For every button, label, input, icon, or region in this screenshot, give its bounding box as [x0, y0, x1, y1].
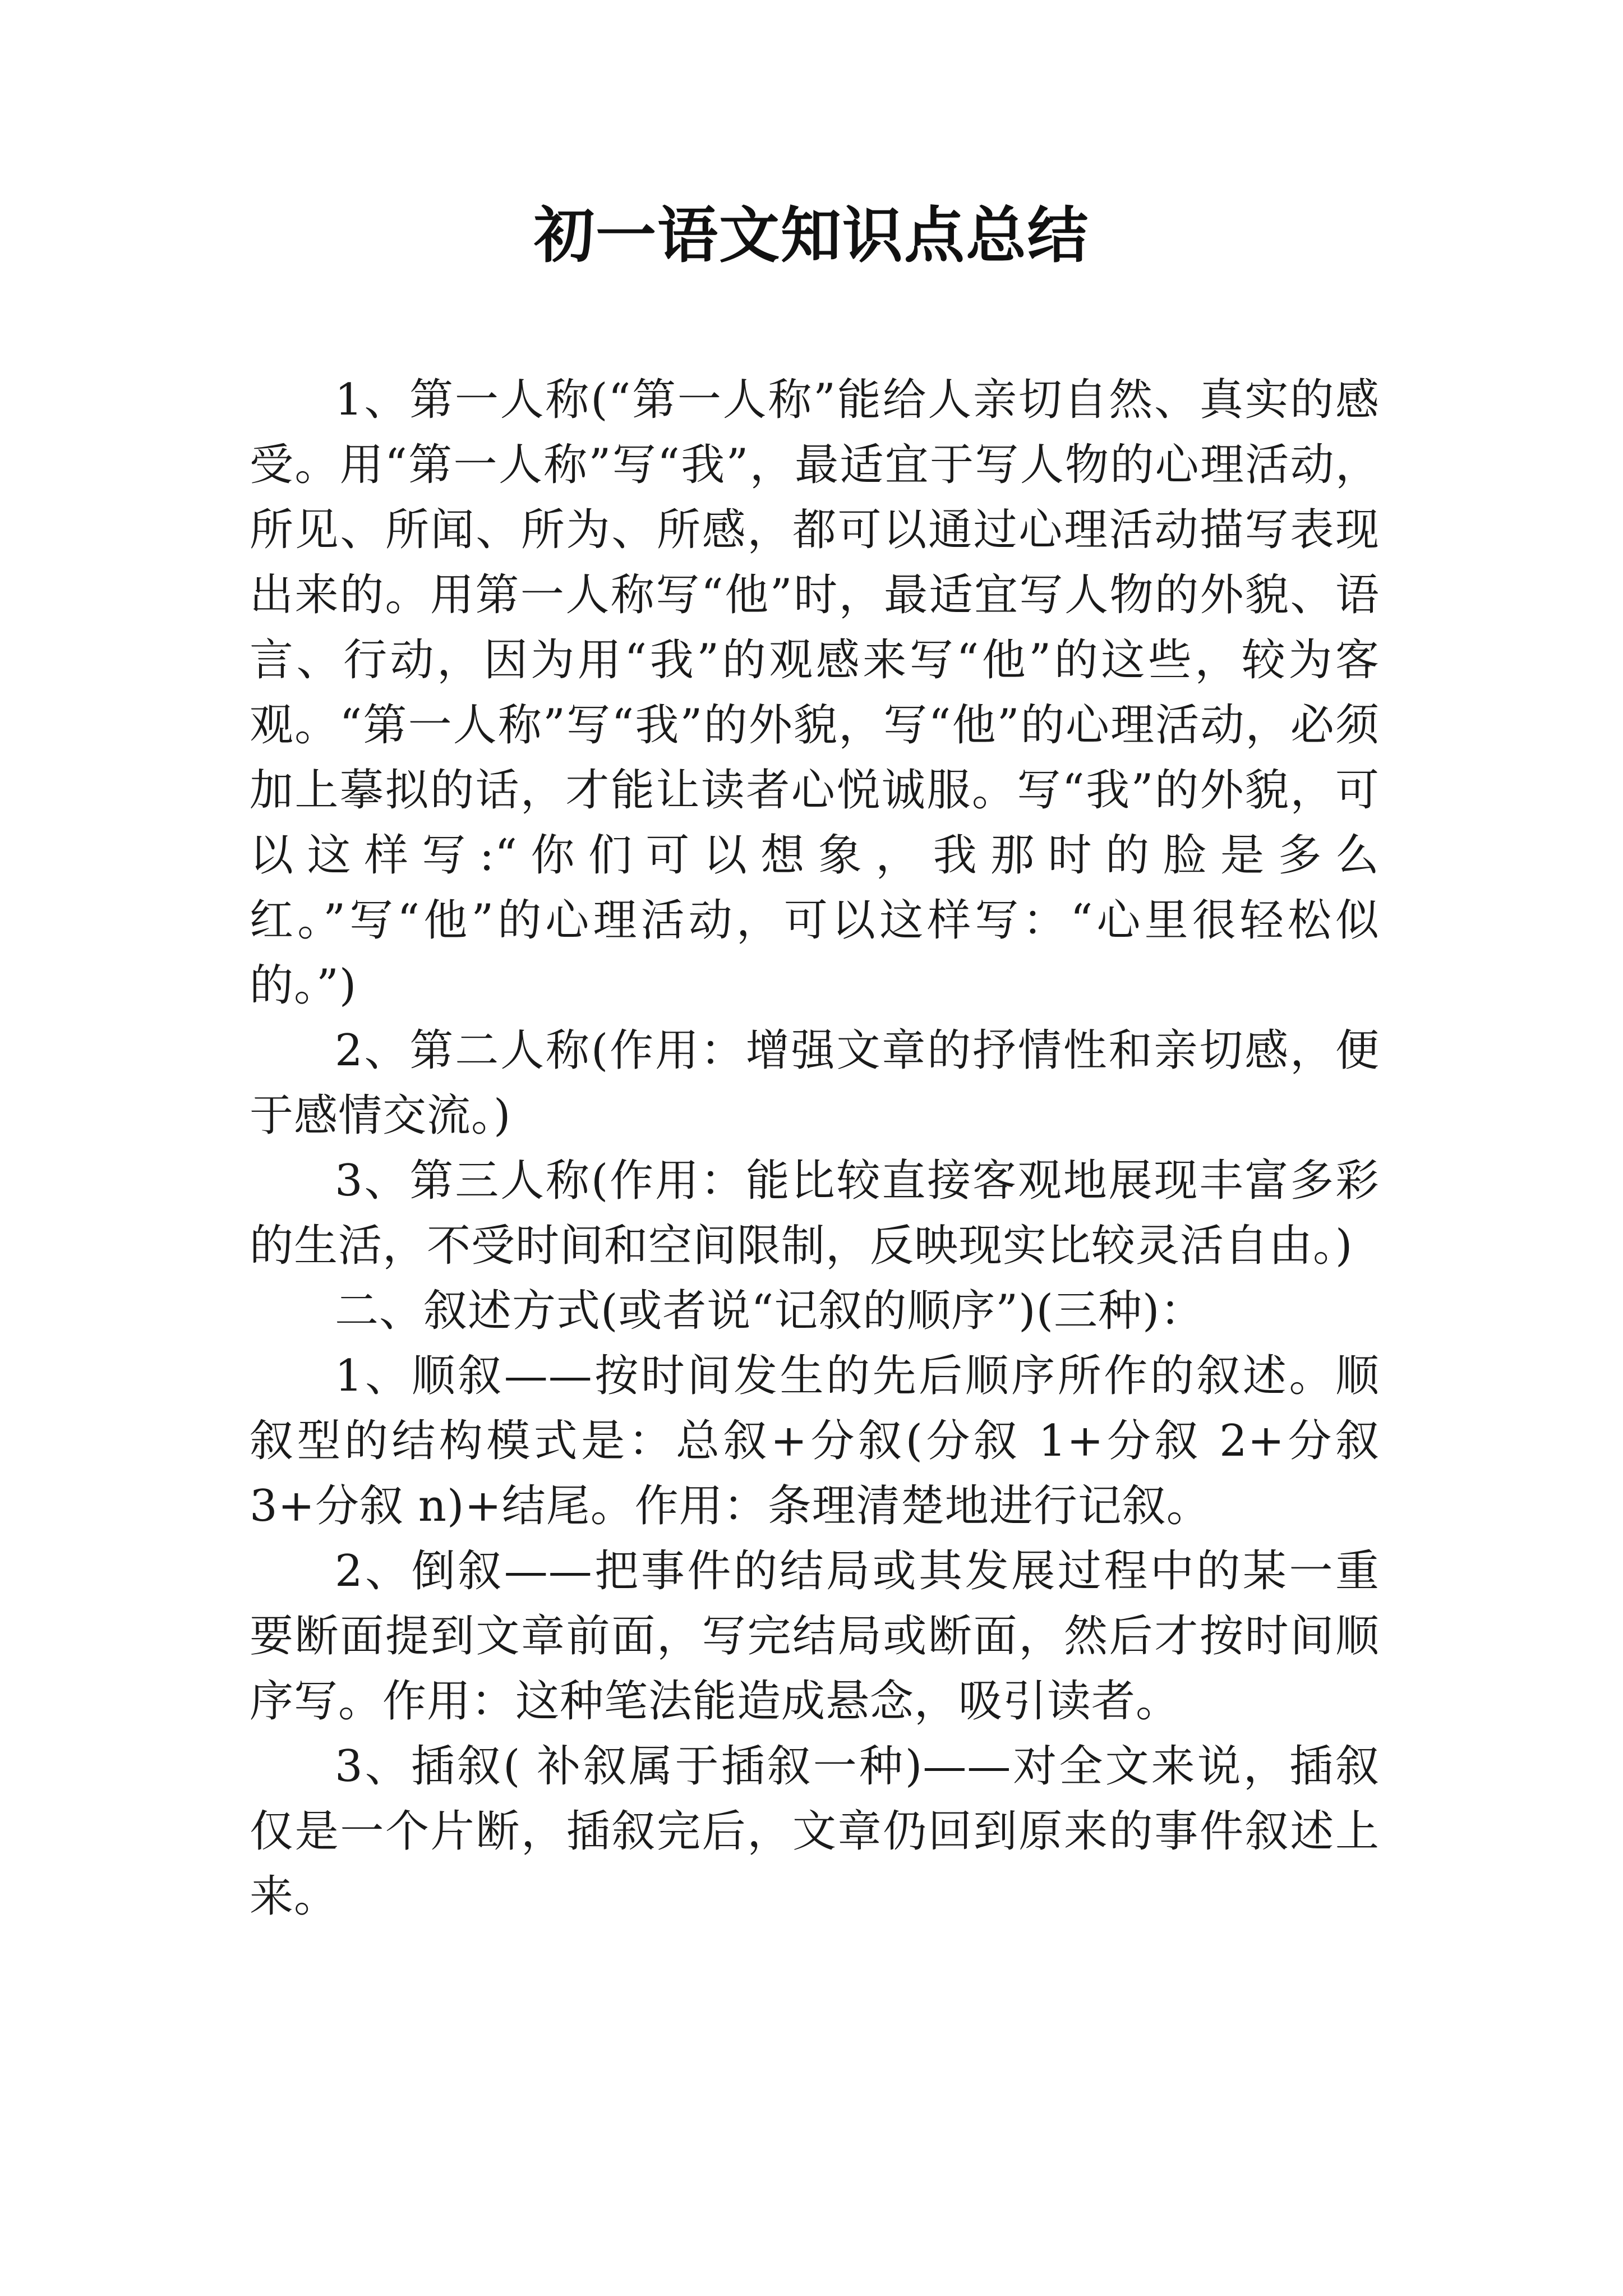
paragraph-second-person: 2、第二人称(作用：增强文章的抒情性和亲切感，便于感情交流。): [250, 1025, 1380, 1141]
paragraph-interpolated-narration: 3、插叙( 补叙属于插叙一种)——对全文来说，插叙仅是一个片断，插叙完后，文章仍回到原来的事件叙述上来。: [250, 1741, 1380, 1922]
paragraph-chronological-narration: 1、顺叙——按时间发生的先后顺序所作的叙述。顺叙型的结构模式是：总叙+分叙(分叙 1+分叙 2+分叙 3+分叙 n)+结尾。作用：条理清楚地进行记叙。: [250, 1351, 1380, 1531]
section-heading-narration-order: 二、叙述方式(或者说“记叙的顺序”)(三种)：: [335, 1286, 1205, 1336]
document-title: 初一语文知识点总结: [533, 200, 1089, 271]
paragraph-third-person: 3、第三人称(作用：能比较直接客观地展现丰富多彩的生活，不受时间和空间限制，反映现实比较灵活自由。): [250, 1156, 1380, 1271]
paragraph-first-person: 1、第一人称(“第一人称”能给人亲切自然、真实的感受。用“第一人称”写“我”，最适宜于写人物的心理活动，所见、所闻、所为、所感，都可以通过心理活动描写表现出来的。用第一人称写“他”时，最适宜写人物的外貌、语言、行动，因为用“我”的观感来写“他”的这些，较为客观。“第一人称”写“我”的外貌，写“他”的心理活动，必须加上摹拟的话，才能让读者心悦诚服。写“我”的外貌，可以这样写:“你们可以想象，我那时的脸是多么红。”写“他”的心理活动，可以这样写：“心里很轻松似的。”): [250, 375, 1380, 1011]
document-body: [250, 367, 1380, 1929]
paragraph-flashback-narration: 2、倒叙——把事件的结局或其发展过程中的某一重要断面提到文章前面，写完结局或断面，然后才按时间顺序写。作用：这种笔法能造成悬念，吸引读者。: [250, 1546, 1380, 1727]
